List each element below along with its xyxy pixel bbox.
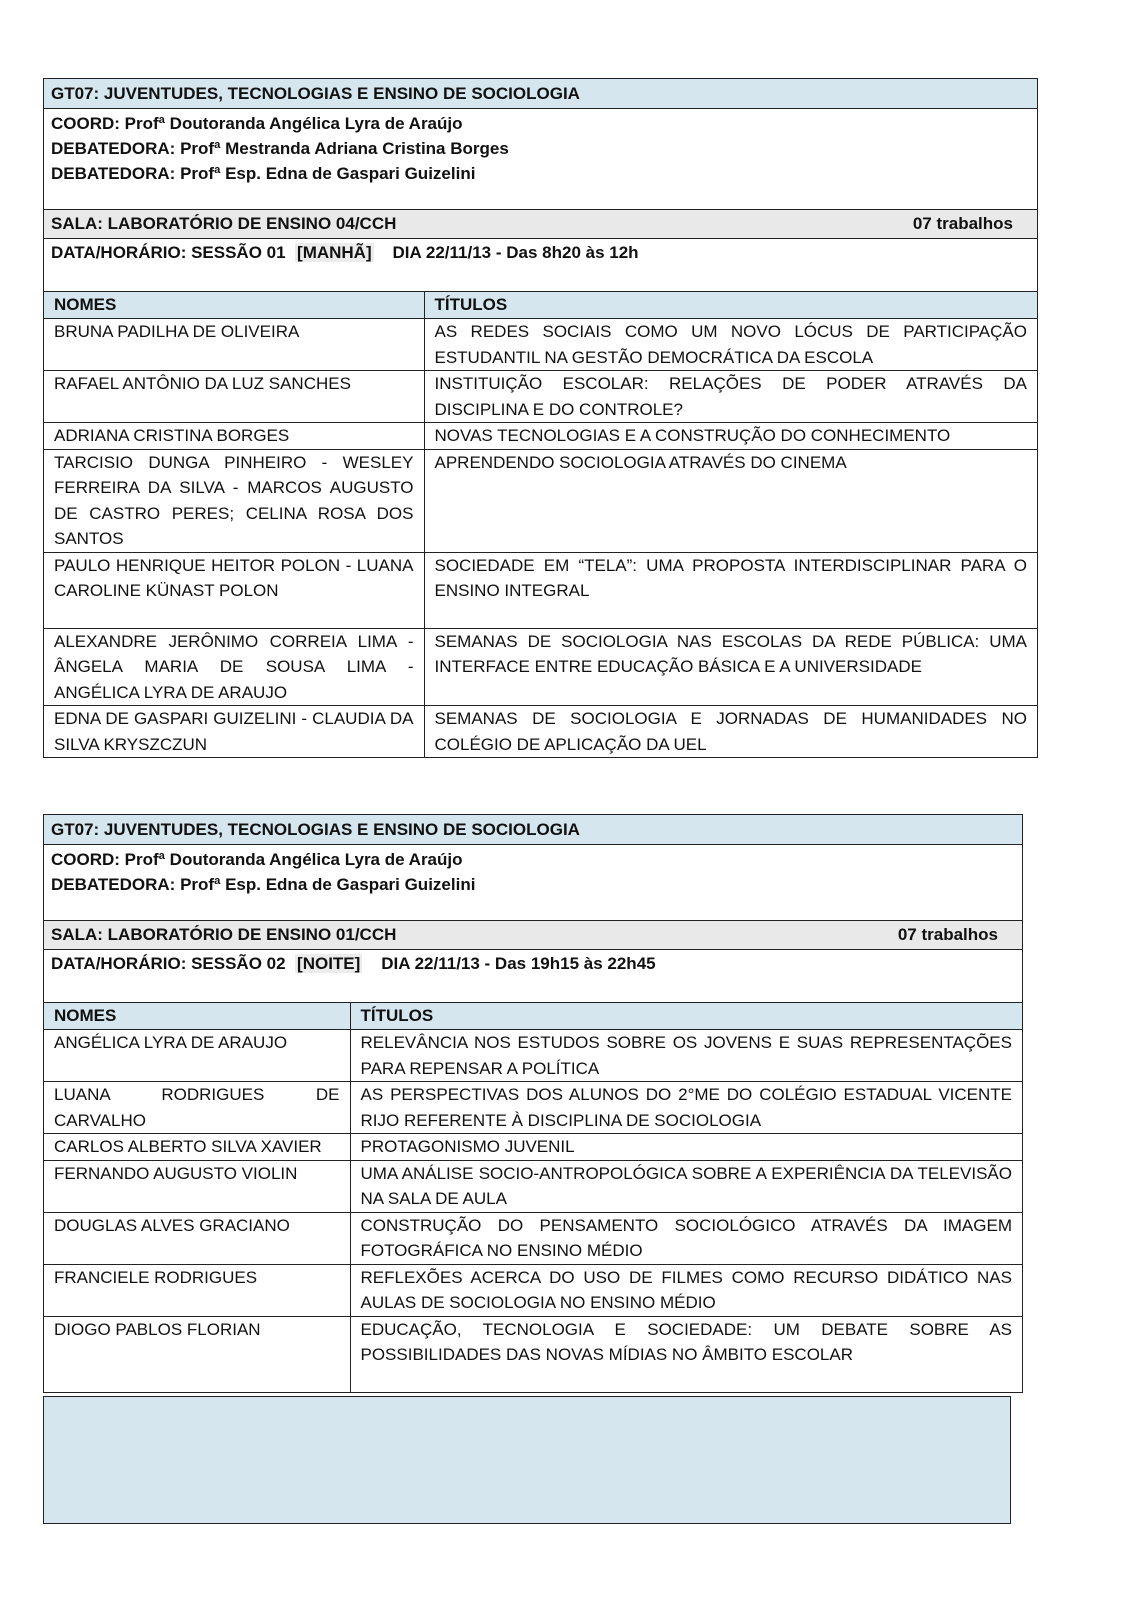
title-cell: CONSTRUÇÃO DO PENSAMENTO SOCIOLÓGICO ATRAVÉS DA IMAGEM FOTOGRÁFICA NO ENSINO MÉDIO — [350, 1212, 1022, 1264]
table-row — [44, 1160, 1022, 1212]
room-label: SALA: LABORATÓRIO DE ENSINO 04/CCH — [51, 214, 397, 233]
title-cell: RELEVÂNCIA NOS ESTUDOS SOBRE OS JOVENS E SUAS REPRESENTAÇÕES PARA REPENSAR A POLÍTICA — [350, 1030, 1022, 1082]
title-cell: APRENDENDO SOCIOLOGIA ATRAVÉS DO CINEMA — [424, 449, 1037, 552]
table-row — [44, 1316, 1022, 1392]
session-2-block — [43, 814, 1023, 1393]
table-row — [44, 371, 1037, 423]
col-header-names: NOMES — [44, 1003, 350, 1030]
table-row — [44, 628, 1037, 706]
session-label: DATA/HORÁRIO: SESSÃO 02 — [51, 954, 286, 973]
coord-line: DEBATEDORA: Profª Esp. Edna de Gaspari Guizelini — [51, 164, 476, 183]
author-cell: TARCISIO DUNGA PINHEIRO - WESLEY FERREIRA DA SILVA - MARCOS AUGUSTO DE CASTRO PERES; CELINA ROSA DOS SANTOS — [44, 449, 424, 552]
author-cell: CARLOS ALBERTO SILVA XAVIER — [44, 1134, 350, 1161]
coord-line: COORD: Profª Doutoranda Angélica Lyra de Araújo — [51, 850, 463, 869]
table-row — [44, 1030, 1022, 1082]
works-table — [44, 1002, 1022, 1392]
table-row — [44, 423, 1037, 450]
author-cell: LUANA RODRIGUES DE CARVALHO — [44, 1082, 350, 1134]
table-row — [44, 1134, 1022, 1161]
table-row — [44, 449, 1037, 552]
table-row — [44, 706, 1037, 758]
author-cell: FERNANDO AUGUSTO VIOLIN — [44, 1160, 350, 1212]
author-cell: EDNA DE GASPARI GUIZELINI - CLAUDIA DA SILVA KRYSZCZUN — [44, 706, 424, 758]
author-cell: FRANCIELE RODRIGUES — [44, 1264, 350, 1316]
title-cell: NOVAS TECNOLOGIAS E A CONSTRUÇÃO DO CONHECIMENTO — [424, 423, 1037, 450]
author-cell: PAULO HENRIQUE HEITOR POLON - LUANA CAROLINE KÜNAST POLON — [44, 552, 424, 628]
works-table — [44, 291, 1037, 757]
author-cell: BRUNA PADILHA DE OLIVEIRA — [44, 319, 424, 371]
author-cell: ALEXANDRE JERÔNIMO CORREIA LIMA - ÂNGELA MARIA DE SOUSA LIMA - ANGÉLICA LYRA DE ARAUJO — [44, 628, 424, 706]
coord-line: COORD: Profª Doutoranda Angélica Lyra de Araújo — [51, 114, 463, 133]
session-1-block — [43, 78, 1038, 758]
works-count: 07 trabalhos — [912, 214, 1013, 233]
table-row — [44, 1264, 1022, 1316]
author-cell: ADRIANA CRISTINA BORGES — [44, 423, 424, 450]
author-cell: RAFAEL ANTÔNIO DA LUZ SANCHES — [44, 371, 424, 423]
room-row — [44, 210, 1037, 239]
table-row — [44, 1082, 1022, 1134]
title-cell: PROTAGONISMO JUVENIL — [350, 1134, 1022, 1161]
coord-line: DEBATEDORA: Profª Esp. Edna de Gaspari Guizelini — [51, 875, 476, 894]
title-cell: INSTITUIÇÃO ESCOLAR: RELAÇÕES DE PODER ATRAVÉS DA DISCIPLINA E DO CONTROLE? — [424, 371, 1037, 423]
title-cell: AS REDES SOCIAIS COMO UM NOVO LÓCUS DE PARTICIPAÇÃO ESTUDANTIL NA GESTÃO DEMOCRÁTICA DA ESCOLA — [424, 319, 1037, 371]
coordination-info — [44, 109, 1037, 210]
date-time-row — [44, 239, 1037, 291]
period-label: [MANHÃ] — [297, 243, 372, 262]
room-row — [44, 921, 1022, 950]
table-row — [44, 1212, 1022, 1264]
author-cell: DIOGO PABLOS FLORIAN — [44, 1316, 350, 1392]
table-row — [44, 552, 1037, 628]
table-row — [44, 319, 1037, 371]
session-title: GT07: JUVENTUDES, TECNOLOGIAS E ENSINO DE SOCIOLOGIA — [44, 79, 1037, 109]
title-cell: EDUCAÇÃO, TECNOLOGIA E SOCIEDADE: UM DEBATE SOBRE AS POSSIBILIDADES DAS NOVAS MÍDIAS NO ÂMBITO ESCOLAR — [350, 1316, 1022, 1392]
title-cell: SEMANAS DE SOCIOLOGIA E JORNADAS DE HUMANIDADES NO COLÉGIO DE APLICAÇÃO DA UEL — [424, 706, 1037, 758]
empty-shaded-box — [43, 1396, 1011, 1524]
title-cell: REFLEXÕES ACERCA DO USO DE FILMES COMO RECURSO DIDÁTICO NAS AULAS DE SOCIOLOGIA NO ENSINO MÉDIO — [350, 1264, 1022, 1316]
coordination-info — [44, 845, 1022, 921]
col-header-titles: TÍTULOS — [424, 292, 1037, 319]
author-cell: DOUGLAS ALVES GRACIANO — [44, 1212, 350, 1264]
room-label: SALA: LABORATÓRIO DE ENSINO 01/CCH — [51, 925, 397, 944]
period-label: [NOITE] — [297, 954, 361, 973]
col-header-names: NOMES — [44, 292, 424, 319]
title-cell: SOCIEDADE EM “TELA”: UMA PROPOSTA INTERDISCIPLINAR PARA O ENSINO INTEGRAL — [424, 552, 1037, 628]
date-label: DIA 22/11/13 - Das 8h20 às 12h — [392, 243, 639, 262]
title-cell: AS PERSPECTIVAS DOS ALUNOS DO 2°ME DO COLÉGIO ESTADUAL VICENTE RIJO REFERENTE À DISCIPLINA DE SOCIOLOGIA — [350, 1082, 1022, 1134]
date-time-row — [44, 950, 1022, 1002]
coord-line: DEBATEDORA: Profª Mestranda Adriana Cristina Borges — [51, 139, 509, 158]
session-title: GT07: JUVENTUDES, TECNOLOGIAS E ENSINO DE SOCIOLOGIA — [44, 815, 1022, 845]
date-label: DIA 22/11/13 - Das 19h15 às 22h45 — [381, 954, 656, 973]
title-cell: UMA ANÁLISE SOCIO-ANTROPOLÓGICA SOBRE A EXPERIÊNCIA DA TELEVISÃO NA SALA DE AULA — [350, 1160, 1022, 1212]
col-header-titles: TÍTULOS — [350, 1003, 1022, 1030]
author-cell: ANGÉLICA LYRA DE ARAUJO — [44, 1030, 350, 1082]
session-label: DATA/HORÁRIO: SESSÃO 01 — [51, 243, 286, 262]
title-cell: SEMANAS DE SOCIOLOGIA NAS ESCOLAS DA REDE PÚBLICA: UMA INTERFACE ENTRE EDUCAÇÃO BÁSICA E A UNIVERSIDADE — [424, 628, 1037, 706]
works-count: 07 trabalhos — [897, 925, 998, 944]
